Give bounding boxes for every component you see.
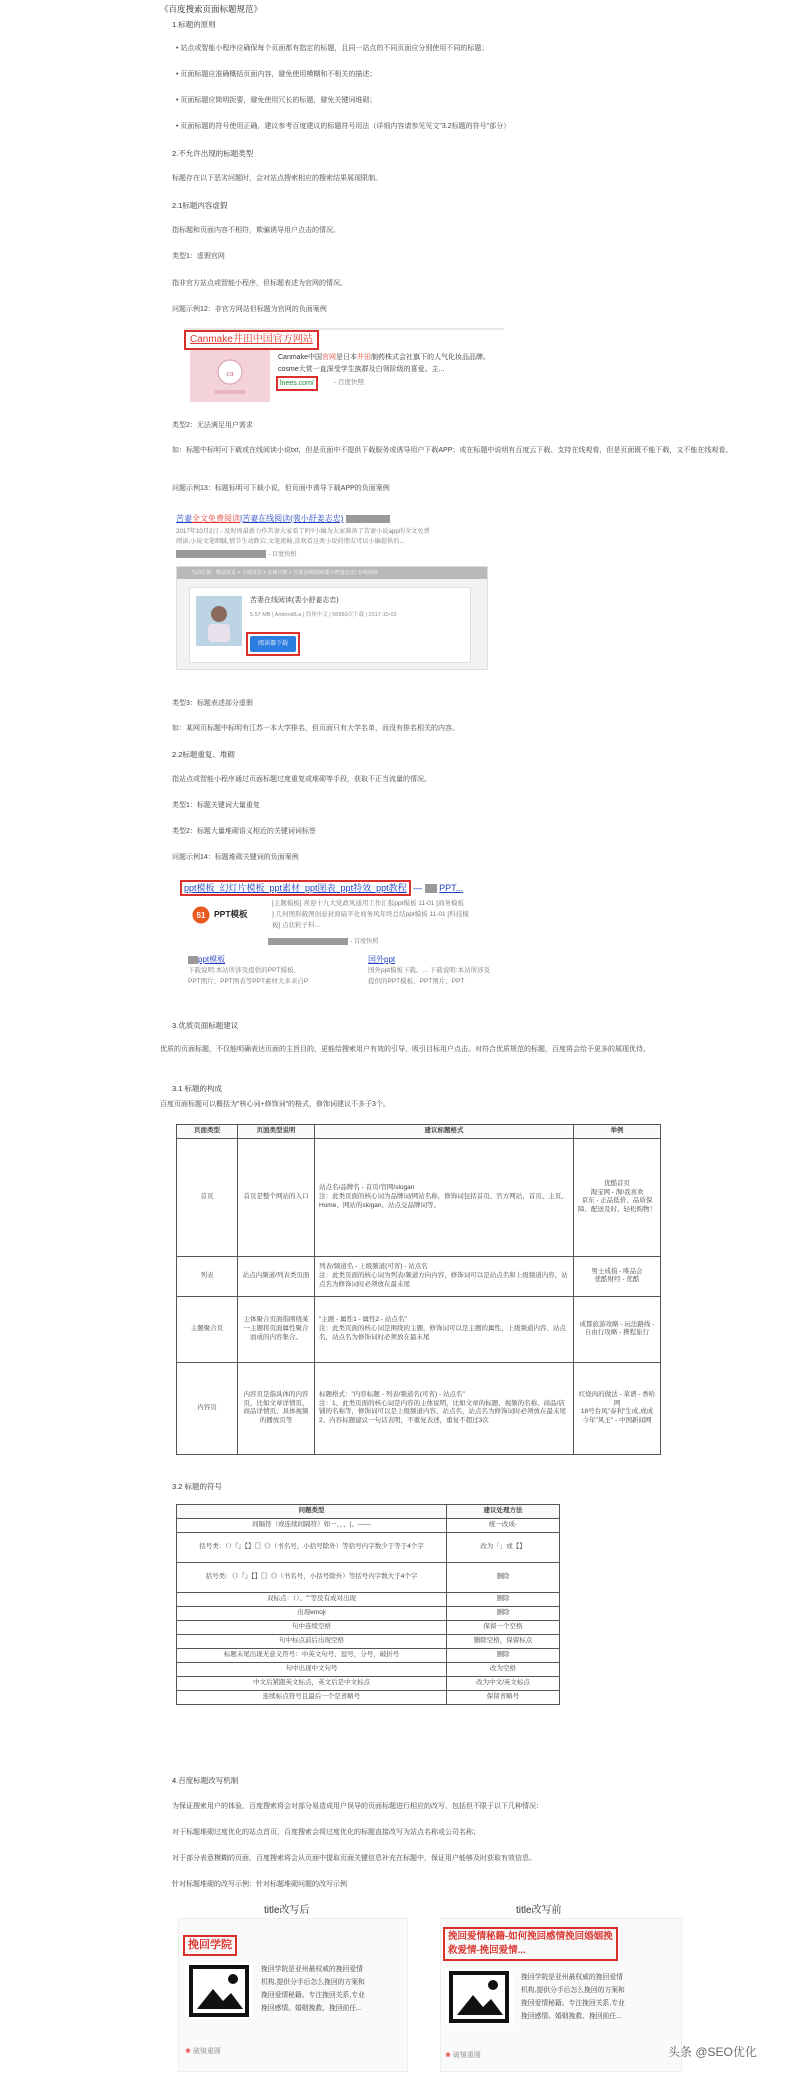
example-14-sub1-desc2: PPT图片、PPT图表等PPT素材大多来自P	[188, 978, 309, 985]
fix-cell: 保留省略号	[447, 1690, 560, 1704]
section-4-heading: 4.百度标题改写机制	[172, 1776, 239, 1785]
problem-cell: 出现emoji	[177, 1606, 447, 1620]
table1-header: 举例	[574, 1125, 661, 1139]
cell-format: "主题 - 属性1 - 属性2 - 站点名" 注：此类页面的核心词是围绕的主题，修饰词可以是主题的属性、上级频道内容、站点名，站点名为修饰词时必须放在最末尾	[315, 1296, 574, 1362]
problem-cell: 间隔符（或连续间隔符）如一、，、|、——	[177, 1518, 447, 1532]
before-body: 挽回学院是亚州最权威的挽回爱情 机构,提供分手后怎么挽回的方案和 挽回爱情秘籍。专注挽回关系,专业 挽回感情。婚姻挽救、挽回前任...	[521, 1974, 625, 2020]
table1-header: 页面类型	[177, 1125, 238, 1139]
before-footer: ❀ 破镜重圆	[445, 2052, 481, 2059]
example-14-sub2-desc2: 提供的PPT模板、PPT图片、PPT	[368, 978, 465, 985]
table-row	[177, 1620, 560, 1634]
section-4-p4: 针对标题堆砌的改写示例：针对标题堆砌问题的改写示例	[172, 1881, 347, 1888]
example-13-line2: 阅读,小说文笔细腻,情节生动跌宕,文笔流畅,喜欢看这类小说的朋友可以小编提供的...	[176, 538, 405, 545]
after-footer: ❀ 破镜重圆	[185, 2048, 221, 2055]
table-row	[177, 1690, 560, 1704]
fix-cell: 删除	[447, 1592, 560, 1606]
problem-cell: 括号类：（）『』【】〖〗《》（书名号，小括号除外）等括号内字数大于4个字	[177, 1562, 447, 1592]
section-2-desc: 标题存在以下恶劣问题时，会对站点搜索相应的搜索结果展现限制。	[172, 175, 382, 182]
section-2-heading: 2.不允许出现的标题类型	[172, 149, 254, 158]
bullet-2: • 页面标题应准确概括页面内容，避免使用模糊和不相关的描述；	[176, 71, 377, 78]
table-row	[177, 1518, 560, 1532]
table-row	[177, 1138, 661, 1256]
section-2-2-desc: 指站点或智能小程序通过页面标题过度重复或堆砌等手段，获取不正当流量的情况。	[172, 776, 431, 783]
example-12-caption: 问题示例12：非官方网站但标题为官网的负面案例	[172, 306, 327, 313]
ppt-logo-icon	[192, 906, 212, 924]
problem-cell: 句中出现中文句号	[177, 1662, 447, 1676]
after-label: title改写后	[264, 1905, 310, 1916]
example-12-line1: Canmake中国官网是日本井田制药株式会社旗下的人气化妆品品牌。	[278, 354, 490, 361]
before-title[interactable]: 挽回爱情秘籍-如何挽回感情挽回婚姻挽 救爱情-挽回爱情...	[443, 1927, 618, 1961]
section-4-p2: 对于标题堆砌过度优化的站点首页，百度搜索会将过度优化的标题直接改写为站点名称或公司名称；	[172, 1829, 480, 1836]
app-title: 苦妻在线阅读(裴小舒姜志忠)	[250, 597, 339, 604]
table-row	[177, 1296, 661, 1362]
cell-format: 列表/频道名 - 上级频道(可省) - 站点名 注：此类页面的核心词为列表/频道方向内容，修饰词可以是站点名和上级频道内容，站点名为修饰词时必须放在最末尾	[315, 1256, 574, 1296]
svg-text:ca: ca	[226, 369, 234, 378]
before-card	[440, 1918, 682, 2072]
product-image	[190, 350, 270, 402]
cell-desc: 站点内频道/列表类页面	[238, 1256, 315, 1296]
download-button[interactable]: 阅读器下载	[250, 636, 296, 652]
image-placeholder-icon	[445, 1969, 513, 2025]
book-cover-image	[196, 596, 242, 646]
app-download-highlight	[246, 632, 300, 656]
section-2-1-desc: 指标题和页面内容不相符，欺骗诱导用户点击的情况。	[172, 227, 340, 234]
after-image	[185, 1963, 253, 2019]
example-14-sub1-desc1: 下载说明:本站所涉及提供的PPT模板、	[188, 967, 300, 974]
fix-cell: 改为「」或【】	[447, 1532, 560, 1562]
fix-cell: 统一改成-	[447, 1518, 560, 1532]
fix-cell: 删除空格，保留标点	[447, 1634, 560, 1648]
example-14-line1: [主题模板] 喜迎十九大党政风通用工作汇报ppt模板 11-01 [商务模板	[272, 900, 465, 907]
example-12-title[interactable]: Canmake井田中国官方网站	[184, 330, 319, 350]
table2-header: 建议处理方法	[447, 1505, 560, 1519]
example-13-line1: 2017年10月2日 - 及时周最新力作苦妻大家看了吗?小编为大家准备了苦妻小说app的全文免费	[176, 528, 430, 535]
problem-cell: 中文后紧跟英文标点，英文后是中文标点	[177, 1676, 447, 1690]
problem-cell: 连续标点符号且最后一个是省略号	[177, 1690, 447, 1704]
cell-example: 男士戒指 - 唯品会 优酷财经 - 优酷	[574, 1256, 661, 1296]
table-row	[177, 1362, 661, 1454]
cell-type: 内容页	[177, 1362, 238, 1454]
table1-header: 建议标题格式	[315, 1125, 574, 1139]
s22-type2: 类型2：标题大量堆砌语义相近的关键词词标签	[172, 828, 316, 835]
table-row	[177, 1662, 560, 1676]
bullet-1: • 站点或智能小程序应确保每个页面都有指定的标题，且同一站点的不同页面应分别使用不同的标题；	[176, 45, 489, 52]
after-body: 挽回学院是亚州最权威的挽回爱情 机构,提供分手后怎么挽回的方案和 挽回爱情秘籍。专注挽回关系,专业 挽回感情。婚姻挽救、挽回前任...	[261, 1966, 365, 2012]
type1-label: 类型1：虚假官网	[172, 253, 225, 260]
svg-text:51: 51	[196, 911, 206, 920]
title-format-table	[176, 1124, 661, 1455]
cell-format: 标题格式："内容标题 - 列表/频道名(可省) - 站点名" 注：1、此类页面的核心词是内容的主体说明，比如文章的标题、视频的名称、商品/店铺的名称等，修饰词可以是上级频道内容、站点名，站点名为修饰词时必须放在最末尾 2、内容标题建议一句话表明，不重复表述，重复不超过3次	[315, 1362, 574, 1454]
problem-cell: 句中标点前后出现空格	[177, 1634, 447, 1648]
type3-desc: 如：某网页标题中标明有江苏一本大学排名，但页面只有大学名单，而没有排名相关的内容。	[172, 725, 459, 732]
fix-cell: 删除	[447, 1562, 560, 1592]
example-14-url-row: - 百度快照	[268, 936, 379, 946]
table-row	[177, 1606, 560, 1620]
before-image	[445, 1969, 513, 2025]
table-row	[177, 1648, 560, 1662]
table-row	[177, 1634, 560, 1648]
example-14-line3: 板] 点状粒子科...	[272, 922, 321, 929]
table2-header: 问题类型	[177, 1505, 447, 1519]
fix-cell: 删除	[447, 1648, 560, 1662]
section-2-2-heading: 2.2标题重复、堆砌	[172, 750, 235, 759]
s22-type1: 类型1：标题关键词大量重复	[172, 802, 260, 809]
doc-title: 《百度搜索页面标题规范》	[160, 4, 263, 14]
table-row	[177, 1562, 560, 1592]
fix-cell: 改为中文/英文标点	[447, 1676, 560, 1690]
problem-cell: 括号类：（）『』【】〖〗《》（书名号，小括号除外）等括号内字数少于等于4个字	[177, 1532, 447, 1562]
section-3-2-heading: 3.2 标题的符号	[172, 1482, 223, 1491]
problem-cell: 双标点：（）、""等没有成对出现	[177, 1592, 447, 1606]
cell-type: 主题聚合页	[177, 1296, 238, 1362]
fix-cell: 改为空格	[447, 1662, 560, 1676]
bullet-4: • 页面标题的符号使用正确，建议参考百度建议的标题符号用法（详细内容请参见见文"3.2标题的符号"部分）	[176, 123, 511, 130]
example-14-sub1-title[interactable]: ppt模板	[188, 955, 225, 966]
table-row	[177, 1532, 560, 1562]
cell-type: 首页	[177, 1138, 238, 1256]
cell-type: 列表	[177, 1256, 238, 1296]
symbol-table	[176, 1504, 560, 1705]
table1-header: 页面类型说明	[238, 1125, 315, 1139]
fix-cell: 删除	[447, 1606, 560, 1620]
cosmetic-logo-icon	[190, 350, 270, 402]
problem-cell: 句中连续空格	[177, 1620, 447, 1634]
type1-desc: 指非官方站点或智能小程序，但标题表述为官网的情况。	[172, 280, 347, 287]
example-14-title[interactable]: ppt模板_幻灯片模板_ppt素材_ppt图表_ppt特效_ppt教程	[184, 883, 407, 893]
example-12-snapshot[interactable]: - 百度快照	[334, 379, 364, 386]
section-3-desc: 优质的页面标题，不仅能明确表达页面的主旨目的，更能给搜索用户有效的引导，吸引目标用户点击。对符合优质规范的标题，百度将会给予更多的展现优待。	[160, 1046, 650, 1053]
example-14-title-row[interactable]: ppt模板_幻灯片模板_ppt素材_ppt图表_ppt特效_ppt教程 — PPT...	[180, 880, 463, 896]
before-label: title改写前	[516, 1905, 562, 1916]
section-4-p1: 为保证搜索用户的体验，百度搜索将会对部分易造成用户误导的页面标题进行相应的改写，包括但不限于以下几种情况：	[172, 1803, 543, 1810]
type2-desc: 如：标题中标明可下载或在线阅读小说txt，但是页面中不提供下载服务或诱导用户下载APP；或在标题中说明有百度云下载、支持在线观看，但是页面既不能下载，又不能在线观看。	[172, 447, 733, 454]
after-title[interactable]: 挽回学院	[183, 1935, 237, 1956]
problem-cell: 标题末尾出现无意义符号：中英文句号、逗号，分号，破折号	[177, 1648, 447, 1662]
cell-desc: 内容页是指具体的内容页，比如文章详情页、商品详情页、具体视频的播放页等	[238, 1362, 315, 1454]
cell-format: 站点名/品牌名 - 首页/官网/slogan 注：此类页面的核心词为品牌词/网站名称，修饰词包括首页、官方网站、首页、主页、Home、网站的slogan、站点交品牌词等。	[315, 1138, 574, 1256]
section-3-1-desc: 百度页面标题可以概括为"核心词+修饰词"的格式，修饰词建议不多于3个。	[160, 1101, 390, 1108]
book-cover-icon	[196, 596, 242, 646]
example-13-title[interactable]: 苦妻全文免费阅读|苦妻在线阅读(裴小舒姜志忠)	[176, 514, 390, 525]
table-row	[177, 1676, 560, 1690]
table-row	[177, 1592, 560, 1606]
bullet-3: • 页面标题应简明扼要，避免使用冗长的标题，避免关键词堆砌；	[176, 97, 377, 104]
app-meta: 5.57 MB | Android/La | 简体中文 | 56960次下载 | 2017-10-02	[250, 612, 397, 618]
section-4-p3: 对于部分表意模糊的页面，百度搜索将会从页面中提取页面关键信息补充在标题中，保证用户能够及时获取有效信息。	[172, 1855, 536, 1862]
cell-desc: 首页是整个网站的入口	[238, 1138, 315, 1256]
app-breadcrumb: 当前位置：精品首页 > 小说首页 > 女频言情 > 苦妻在线阅读(裴小舒姜志忠) 在线阅读	[177, 567, 487, 579]
ppt-logo: 51 PPT模板	[192, 906, 260, 924]
example-14-line2: ] 几何图形截图创意封面扁平化商务风年终总结ppt模板 11-01 [科技模	[272, 911, 469, 918]
example-13-caption: 问题示例13：标题标明可下载小说，但页面中诱导下载APP的负面案例	[172, 485, 390, 492]
example-13-url-row: - 百度快照	[176, 549, 297, 559]
section-2-1-heading: 2.1标题内容虚假	[172, 201, 228, 210]
cell-example: 优酷首页 淘宝网 - 淘!我喜欢 京东 - 正品低价、品质保障、配送及时、轻松购物！	[574, 1138, 661, 1256]
cell-example: 红烧肉的做法 - 菜谱 - 香哈网 18号台风"泰利"生成,或成今年"风王" - 中国新闻网	[574, 1362, 661, 1454]
example-14-sub2-title[interactable]: 国外ppt	[368, 955, 396, 964]
example-12-url[interactable]: lnees.com/	[276, 376, 318, 391]
section-1-heading: 1.标题的原则	[172, 20, 216, 29]
cell-desc: 主体聚合页面指围绕某一主题将页面属性聚合而成的内容集合。	[238, 1296, 315, 1362]
fix-cell: 保留一个空格	[447, 1620, 560, 1634]
section-3-heading: 3.优质页面标题建议	[172, 1021, 239, 1030]
type3-label: 类型3：标题表述部分虚假	[172, 700, 253, 707]
type2-label: 类型2：无法满足用户需求	[172, 422, 253, 429]
app-screenshot	[176, 566, 488, 670]
example-12-line2: cosme大赏一直深受学生族群及白领阶级的喜爱。主...	[278, 366, 445, 373]
image-placeholder-icon	[185, 1963, 253, 2019]
table-row	[177, 1256, 661, 1296]
after-card	[178, 1918, 408, 2072]
example-14-sub2-desc1: 国外ppt模板下载。... 下载说明:本站所涉及	[368, 967, 491, 974]
section-3-1-heading: 3.1 标题的构成	[172, 1084, 223, 1093]
example-14-caption: 问题示例14：标题堆砌关键词的负面案例	[172, 854, 299, 861]
cell-example: 成都旅游攻略 - 玩法路线 - 自由行攻略 - 携程旅行	[574, 1296, 661, 1362]
watermark: 头条 @SEO优化	[668, 2045, 757, 2059]
